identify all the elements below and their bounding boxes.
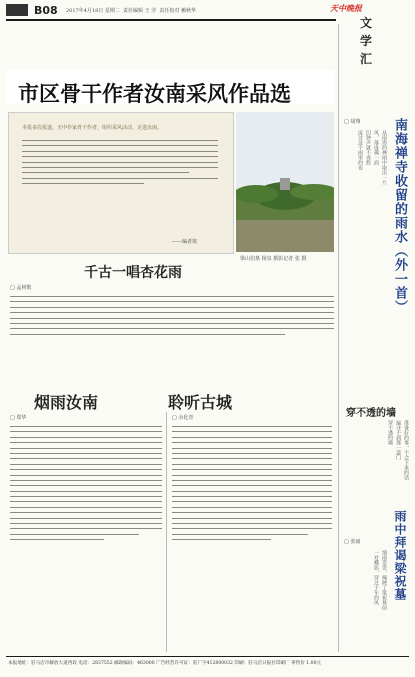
section-title: 文学汇 <box>359 16 372 66</box>
poem-2-title: 穿不透的墙 <box>346 408 396 419</box>
intro-text: 本报多次报道，天中作家骨干作者，组织采风活动，走进汝南。 <box>22 125 163 131</box>
intro-credit: ——编者按 <box>172 239 198 245</box>
poem-1-author: □ 胡翔 <box>344 119 361 125</box>
column-divider <box>166 412 167 652</box>
article-1-body <box>10 292 334 382</box>
poem-2-text: 准备好的事，不会下来的话 遍寻不到那一道门 穿不透的墙 <box>387 420 409 480</box>
article-2-body <box>10 422 162 650</box>
poem-3-title: 雨中拜谒梁祝墓 <box>393 510 407 601</box>
article-1-author: □ 孟树歌 <box>10 285 32 291</box>
poem-3-author: □ 张丽 <box>344 539 361 545</box>
article-2-title: 烟雨汝南 <box>34 393 99 412</box>
article-3-title: 聆听古城 <box>168 393 233 412</box>
page-number-badge <box>6 4 28 16</box>
poem-1-title: 南海禅寺收留的雨水（外一首） <box>392 118 407 314</box>
newspaper-logo: 天中晚报 <box>330 3 362 13</box>
article-2-author: □ 郑华 <box>10 415 27 421</box>
header-meta: 2017年4月18日 星期二 责任编辑 王 莹 责任校对 赖秋华 <box>66 8 197 14</box>
poem-1-text: 从南海的禅雨中取出一片 风，落成佛一面 旧钟声就不再悠 流过这个雨里的夜 <box>357 130 387 185</box>
tomb-photo <box>236 112 334 252</box>
article-1-title: 千古一唱杏花雨 <box>84 265 182 281</box>
article-3-author: □ 余化青 <box>172 415 194 421</box>
header-rule <box>6 19 336 21</box>
intro-body <box>22 136 218 236</box>
poem-3-text: 细雨霏霏，掩映了梁祝墓前 一对蝶影，穿过千年的风 <box>373 550 387 610</box>
footer-info: 本报地址：驻马店市解放大道西段 电话：2837552 邮政编码：463000 广告经营许可证：驻广字412800032 印刷：驻马店日报社印刷厂 零售价 1.00元 <box>8 661 322 666</box>
photo-caption: 梁山伯墓 杨泉 摄影记者 张 摄 <box>240 256 307 262</box>
main-title: 市区骨干作者汝南采风作品选 <box>18 81 291 106</box>
footer-rule <box>6 656 409 657</box>
article-3-body <box>172 422 332 650</box>
page-number: B08 <box>34 4 58 17</box>
sidebar-divider <box>338 24 339 652</box>
